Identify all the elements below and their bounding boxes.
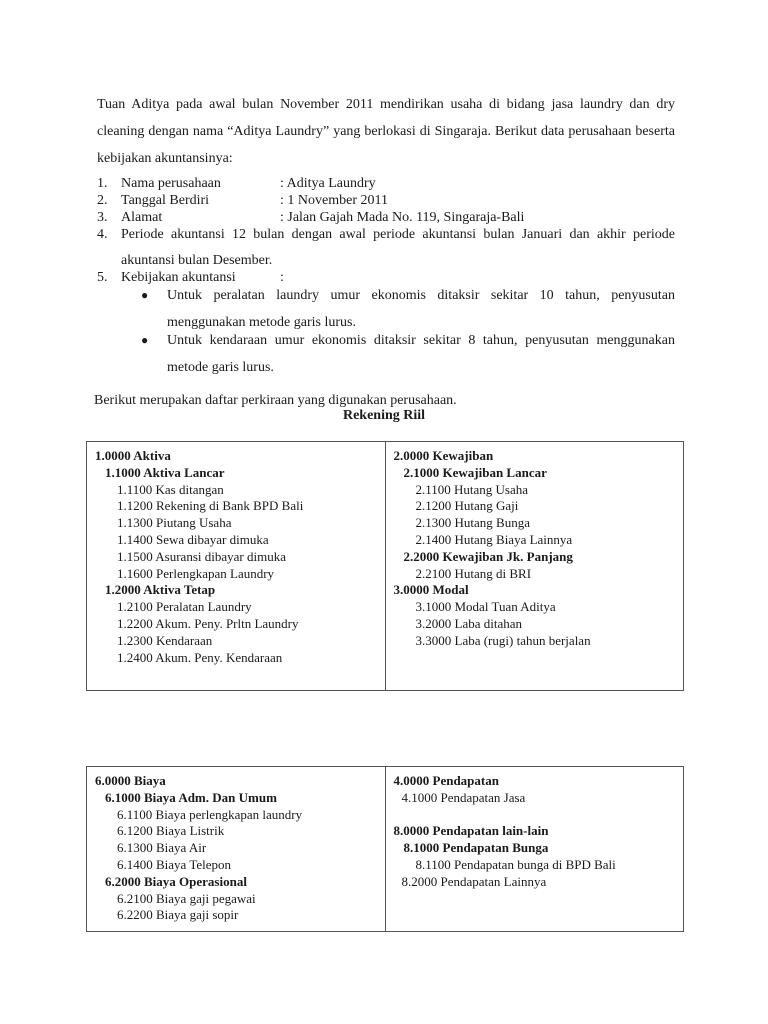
account-row: 1.2100 Peralatan Laundry [117,599,252,615]
nominal-accounts-table [86,766,684,932]
list-number: 3. [97,210,108,225]
account-row: 6.2000 Biaya Operasional [105,873,247,889]
account-row: 4.1000 Pendapatan Jasa [401,789,526,805]
liabilities-equity-column [385,442,684,691]
expenses-column [87,767,386,932]
list-value: : [280,270,284,285]
account-row: 2.2100 Hutang di BRI [415,565,532,581]
list-label: Alamat [121,210,163,225]
list-value: : 1 November 2011 [280,193,388,208]
account-row: 1.1600 Perlengkapan Laundry [117,565,275,581]
intro-paragraph: Tuan Aditya pada awal bulan November 2011 mendirikan usaha di bidang jasa laundry dan dry cleaning dengan nama “Aditya Laundry” yang berlokasi di Singaraja. Berikut data perusahaan beserta kebijakan akuntansinya: [97,97,675,166]
account-row: 2.1400 Hutang Biaya Lainnya [415,531,573,547]
real-accounts-table [86,441,684,691]
account-row: 6.1000 Biaya Adm. Dan Umum [105,789,277,805]
account-row: 6.0000 Biaya [95,773,166,788]
account-row: 8.2000 Pendapatan Lainnya [401,873,547,889]
account-row: 6.1300 Biaya Air [117,840,207,856]
account-row: 3.1000 Modal Tuan Aditya [415,599,556,615]
account-row: 8.1000 Pendapatan Bunga [403,840,549,856]
account-row: 3.3000 Laba (rugi) tahun berjalan [415,632,591,648]
account-row: 8.0000 Pendapatan lain-lain [393,823,549,839]
account-row: 1.0000 Aktiva [95,448,171,463]
account-row: 6.2200 Biaya gaji sopir [117,907,239,923]
account-row: 6.1200 Biaya Listrik [117,823,225,839]
bullet-icon: ● [141,288,149,302]
list-label: Nama perusahaan [121,176,221,191]
list-number: 4. [97,227,108,242]
account-row: 6.2100 Biaya gaji pegawai [117,890,256,906]
account-row: 1.2000 Aktiva Tetap [105,582,216,598]
account-row: 6.1400 Biaya Telepon [117,856,232,872]
account-row: 1.1200 Rekening di Bank BPD Bali [117,498,304,514]
list-value: : Jalan Gajah Mada No. 119, Singaraja-Bali [280,210,525,225]
spacer-row [386,807,684,824]
account-row: 8.1100 Pendapatan bunga di BPD Bali [415,856,616,872]
account-row: 4.0000 Pendapatan [393,773,499,788]
account-row: 1.1100 Kas ditangan [117,481,224,497]
list-label: Kebijakan akuntansi [121,270,236,285]
account-row: 1.2400 Akum. Peny. Kendaraan [117,649,283,665]
account-row: 1.1400 Sewa dibayar dimuka [117,531,269,547]
account-row: 1.2300 Kendaraan [117,632,213,648]
list-paragraph: Periode akuntansi 12 bulan dengan awal periode akuntansi bulan Januari dan akhir periode akuntansi bulan Desember. [121,227,675,268]
account-row: 2.1000 Kewajiban Lancar [403,464,547,480]
closing-sentence: Berikut merupakan daftar perkiraan yang digunakan perusahaan. [94,393,457,408]
account-row: 1.1500 Asuransi dibayar dimuka [117,548,286,564]
account-row: 3.0000 Modal [393,582,469,598]
account-row: 1.2200 Akum. Peny. Prltn Laundry [117,615,299,631]
section-heading: Rekening Riil [342,408,426,423]
list-number: 1. [97,176,108,191]
assets-column [87,442,386,691]
revenue-column [385,767,684,932]
bullet-text: Untuk kendaraan umur ekonomis ditaksir sekitar 8 tahun, penyusutan menggunakan metode garis lurus. [167,333,675,375]
account-row: 2.1300 Hutang Bunga [415,515,530,531]
account-row: 2.1100 Hutang Usaha [415,481,529,497]
account-row: 1.1000 Aktiva Lancar [105,464,225,480]
list-value: : Aditya Laundry [280,176,376,191]
list-label: Tanggal Berdiri [121,193,210,208]
bullet-icon: ● [141,333,149,347]
account-row: 1.1300 Piutang Usaha [117,515,232,531]
account-row: 2.2000 Kewajiban Jk. Panjang [403,548,573,564]
account-row: 2.0000 Kewajiban [393,448,494,463]
list-number: 5. [97,270,108,285]
account-row: 2.1200 Hutang Gaji [415,498,519,514]
bullet-text: Untuk peralatan laundry umur ekonomis ditaksir sekitar 10 tahun, penyusutan menggunakan metode garis lurus. [167,288,675,330]
account-row: 3.2000 Laba ditahan [415,615,522,631]
account-row: 6.1100 Biaya perlengkapan laundry [117,806,303,822]
list-number: 2. [97,193,108,208]
